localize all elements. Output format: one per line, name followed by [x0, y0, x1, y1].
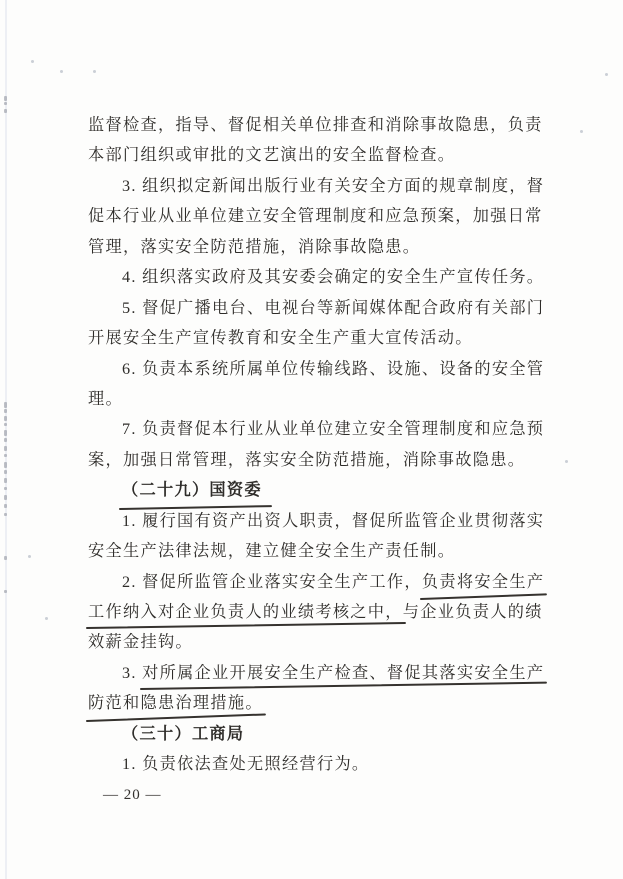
text-segment: 与企业负责人的绩 [402, 603, 543, 621]
scan-speck [565, 460, 568, 463]
heading-section-29 [88, 475, 558, 505]
text-segment: 监督检查，指导、督促相关单位排查和消除事故隐患，负责 [88, 116, 543, 134]
scan-edge-dash [4, 495, 7, 500]
scan-edge-dash [4, 478, 7, 483]
scan-edge-dash [4, 470, 7, 474]
scan-edge-dash [4, 454, 7, 457]
text-line-19 [88, 658, 558, 688]
page-number: — 20 — [103, 786, 162, 803]
document-text [88, 110, 558, 810]
scan-edge-dash [4, 556, 7, 560]
scan-speck [28, 555, 31, 558]
text-segment: 理。 [88, 389, 123, 408]
text-line-22 [88, 749, 558, 779]
scan-edge-dash [4, 438, 7, 442]
text-line-2 [88, 140, 558, 170]
scan-edge-dash [4, 102, 7, 105]
scan-edge-dash [4, 430, 7, 436]
text-segment: 1. 负责依法查处无照经营行为。 [122, 755, 370, 774]
text-line-1 [88, 110, 558, 140]
underlined-text: 负责将安全生产 [422, 567, 544, 597]
text-segment: 管理，落实安全防范措施，消除事故隐患。 [88, 237, 421, 256]
text-segment: 开展安全生产宣传教育和安全生产重大宣传活动。 [88, 329, 473, 348]
text-line-5 [88, 232, 558, 262]
scan-edge-dash [4, 487, 7, 490]
text-line-18 [88, 627, 558, 657]
text-line-14 [88, 506, 558, 536]
text-segment: 1. 履行国有资产出资人职责，督促所监管企业贯彻落实 [122, 511, 545, 530]
scan-edge-dash [4, 416, 7, 421]
text-line-3 [88, 171, 558, 201]
text-segment: 安全生产法律法规，建立健全安全生产责任制。 [88, 542, 456, 561]
scan-speck [93, 70, 96, 73]
scan-speck [605, 73, 608, 76]
underlined-text: 工作纳入对企业负责人的业绩考核之中， [88, 597, 403, 627]
text-segment: 4. 组织落实政府及其安委会确定的安全生产宣传任务。 [122, 268, 545, 287]
text-line-15 [88, 536, 558, 566]
text-line-6 [88, 262, 558, 292]
scan-edge-dash [4, 109, 7, 113]
text-segment: 7. 负责督促本行业从业单位建立安全管理制度和应急预 [122, 420, 545, 439]
scan-edge-dash [4, 504, 7, 508]
text-segment: 6. 负责本系统所属单位传输线路、设施、设备的安全管 [122, 359, 545, 378]
text-segment: 效薪金挂钩。 [88, 633, 193, 652]
text-segment: （三十）工商局 [122, 724, 245, 743]
text-segment: 案，加强日常管理，落实安全防范措施，消除事故隐患。 [88, 450, 526, 469]
underlined-text: 对所属企业开展安全生产检查、督促其落实安全生产 [142, 658, 544, 688]
scan-edge-dash [4, 462, 7, 468]
underlined-text: （二十九）国资委 [122, 475, 262, 505]
scan-edge-dash [4, 402, 7, 408]
text-line-12 [88, 445, 558, 475]
text-line-4 [88, 201, 558, 231]
text-line-10 [88, 384, 558, 414]
text-segment: 3. 组织拟定新闻出版行业有关安全方面的规章制度，督 [122, 176, 545, 195]
text-segment: 本部门组织或审批的文艺演出的安全监督检查。 [88, 146, 456, 165]
scan-speck [31, 60, 34, 63]
scan-edge-dash [4, 423, 7, 426]
heading-section-30 [88, 719, 558, 749]
scan-speck [60, 70, 63, 73]
text-line-8 [88, 323, 558, 353]
scan-edge-dash [4, 409, 7, 413]
scan-edge-dash [4, 96, 7, 101]
text-segment: 5. 督促广播电台、电视台等新闻媒体配合政府有关部门 [122, 298, 545, 317]
text-line-7 [88, 293, 558, 323]
underlined-text: 防范和隐患治理措施。 [88, 688, 263, 718]
text-line-16 [88, 567, 558, 597]
scan-edge-dash [4, 446, 7, 451]
text-segment: 促本行业从业单位建立安全管理制度和应急预案，加强日常 [88, 207, 543, 226]
text-segment: 2. 督促所监管企业落实安全生产工作， [122, 572, 422, 591]
scan-edge-dash [4, 513, 7, 516]
scan-speck [580, 130, 583, 133]
text-segment: 3. [122, 663, 143, 682]
text-line-11 [88, 414, 558, 444]
text-line-9 [88, 354, 558, 384]
scan-edge-dash [4, 590, 7, 593]
scan-speck [45, 617, 48, 620]
text-line-17 [88, 597, 558, 627]
text-line-20 [88, 688, 558, 718]
